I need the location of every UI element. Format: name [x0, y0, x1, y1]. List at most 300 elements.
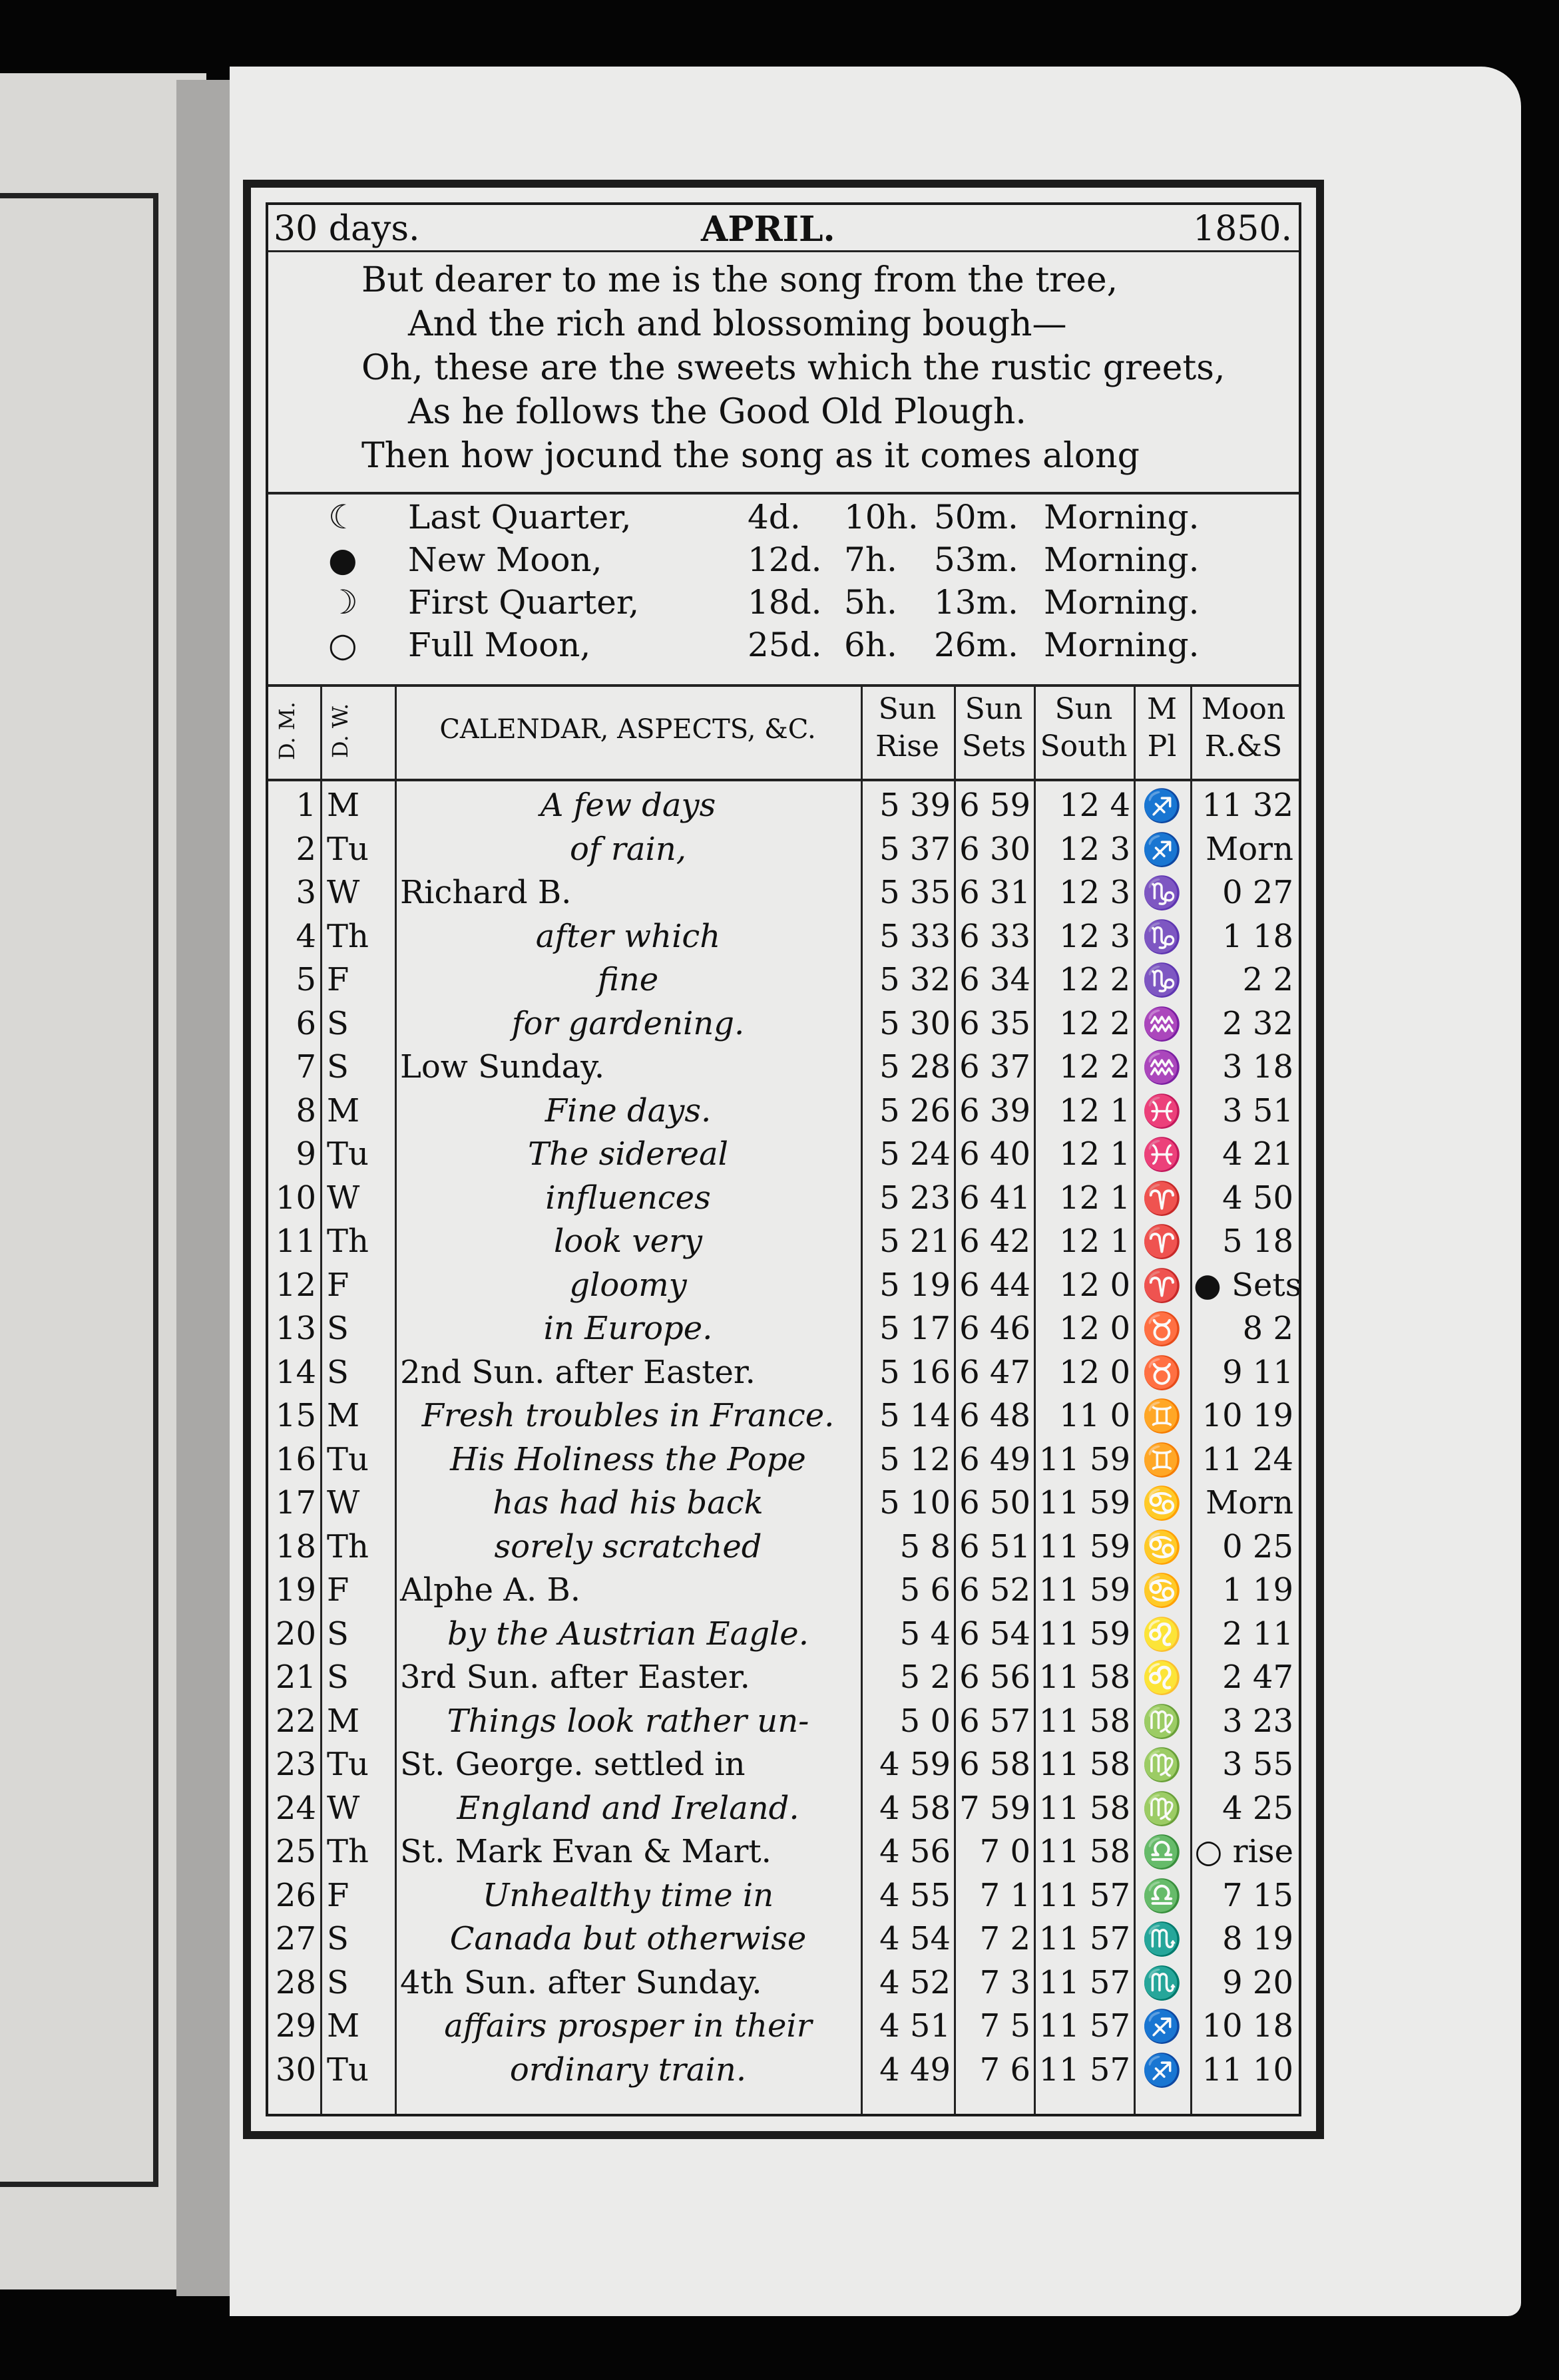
- sun-sets: 6 46: [959, 1310, 1030, 1347]
- moon-sign: ♉: [1142, 1310, 1182, 1348]
- day-of-month: 25: [275, 1833, 316, 1870]
- sun-sets: 6 44: [959, 1266, 1030, 1304]
- day-of-week: W: [327, 1179, 360, 1217]
- sun-south: 11 58: [1038, 1702, 1130, 1740]
- moon-rise-set: 4 25: [1222, 1789, 1293, 1827]
- moon-rise-set: 5 18: [1222, 1223, 1293, 1260]
- moon-rise-set: 8 19: [1222, 1920, 1293, 1957]
- phase-day: 4d.: [748, 498, 801, 536]
- calendar-entry: Low Sunday.: [400, 1048, 605, 1086]
- table-row: [268, 958, 1299, 1002]
- moon-sign: ♈: [1142, 1179, 1182, 1217]
- calendar-entry: England and Ireland.: [457, 1789, 799, 1827]
- moon-sign: ♍: [1142, 1746, 1182, 1784]
- moon-rise-set: 2 47: [1222, 1659, 1293, 1696]
- moon-sign: ♍: [1142, 1790, 1182, 1828]
- sun-rise: 5 17: [879, 1310, 951, 1347]
- sun-rise: 4 58: [879, 1789, 951, 1827]
- moon-sign: ♋: [1142, 1572, 1182, 1609]
- sun-rise: 4 49: [879, 2051, 951, 2088]
- day-of-month: 12: [275, 1266, 316, 1304]
- moon-rise-set: 10 18: [1202, 2007, 1293, 2045]
- moon-sign: ♏: [1142, 1921, 1182, 1958]
- phase-time: Morning.: [1044, 540, 1200, 579]
- phase-hour: 10h.: [844, 498, 919, 536]
- sun-sets: 6 54: [959, 1615, 1030, 1653]
- calendar-entry: fine: [597, 961, 659, 998]
- day-of-month: 22: [275, 1702, 316, 1740]
- sun-rise: 4 56: [879, 1833, 951, 1870]
- sun-rise: 5 16: [879, 1353, 951, 1391]
- sun-south: 12 1: [1059, 1223, 1130, 1260]
- sun-sets: 7 0: [979, 1833, 1030, 1870]
- table-row: [268, 1177, 1299, 1220]
- sun-rise: 4 59: [879, 1746, 951, 1783]
- day-of-week: W: [327, 1484, 360, 1521]
- sun-south: 11 59: [1038, 1440, 1130, 1478]
- table-row: [268, 1525, 1299, 1569]
- sun-rise: 5 32: [879, 961, 951, 998]
- sun-south: 11 59: [1038, 1484, 1130, 1521]
- day-of-week: S: [327, 1659, 349, 1696]
- calendar-entry: Fine days.: [545, 1091, 712, 1129]
- calendar-entry: affairs prosper in their: [444, 2007, 812, 2045]
- sun-sets: 7 3: [979, 1963, 1030, 2001]
- sun-south: 12 4: [1059, 787, 1130, 824]
- moon-sign: ♒: [1142, 1005, 1182, 1043]
- verse-line: Then how jocund the song as it comes along: [361, 436, 1140, 476]
- calendar-table: [268, 684, 1302, 2114]
- day-of-week: M: [327, 1091, 360, 1129]
- moon-rise-set: Morn: [1206, 830, 1293, 868]
- moon-rise-set: 3 55: [1222, 1746, 1293, 1783]
- sun-sets: 6 50: [959, 1484, 1030, 1521]
- phase-time: Morning.: [1044, 498, 1200, 536]
- moon-rise-set: ○ rise: [1194, 1833, 1293, 1870]
- day-of-week: S: [327, 1615, 349, 1653]
- sun-sets: 7 59: [959, 1789, 1030, 1827]
- sun-sets: 6 39: [959, 1091, 1030, 1129]
- table-row: [268, 1743, 1299, 1786]
- phase-day: 12d.: [748, 540, 822, 579]
- table-row: [268, 1264, 1302, 1307]
- sun-south: 12 3: [1059, 917, 1130, 955]
- sun-rise: 5 6: [899, 1571, 951, 1609]
- moon-sign: ♐: [1142, 787, 1182, 825]
- moon-sign: ♑: [1142, 962, 1182, 999]
- sun-sets: 6 42: [959, 1223, 1030, 1260]
- sun-south: 12 1: [1059, 1091, 1130, 1129]
- calendar-entry: Things look rather un-: [447, 1702, 809, 1740]
- sun-sets: 6 59: [959, 787, 1030, 824]
- moon-sign: ♐: [1142, 831, 1182, 869]
- book-gutter: [176, 80, 236, 2296]
- sun-rise: 4 55: [879, 1876, 951, 1914]
- day-of-week: S: [327, 1353, 349, 1391]
- sun-south: 12 0: [1059, 1310, 1130, 1347]
- sun-sets: 7 5: [979, 2007, 1030, 2045]
- moon-rise-set: 11 10: [1202, 2051, 1293, 2088]
- table-row: [268, 1961, 1299, 2005]
- day-of-month: 5: [296, 961, 316, 998]
- day-of-week: S: [327, 1963, 349, 2001]
- table-row: [268, 1700, 1299, 1743]
- sun-sets: 6 30: [959, 830, 1030, 868]
- moon-rise-set: 3 18: [1222, 1048, 1293, 1086]
- moon-phases: [268, 491, 1299, 687]
- moon-rise-set: 3 51: [1222, 1091, 1293, 1129]
- left-page: [0, 73, 206, 2289]
- new-moon-icon: ●: [328, 540, 357, 579]
- moon-sign: ♊: [1142, 1441, 1182, 1479]
- moon-sign: ♑: [1142, 918, 1182, 956]
- day-of-month: 4: [296, 917, 316, 955]
- day-of-month: 27: [275, 1920, 316, 1957]
- table-row: [268, 871, 1299, 914]
- moon-rise-set: 10 19: [1202, 1397, 1293, 1434]
- phase-name: Last Quarter,: [408, 498, 632, 536]
- verse-line: But dearer to me is the song from the tree,: [361, 260, 1118, 300]
- calendar-entry: A few days: [540, 787, 716, 824]
- sun-south: 12 0: [1059, 1266, 1130, 1304]
- moon-sign: ♎: [1142, 1834, 1182, 1871]
- day-of-month: 10: [275, 1179, 316, 1217]
- day-of-month: 26: [275, 1876, 316, 1914]
- calendar-entry: for gardening.: [511, 1004, 745, 1042]
- month-title: APRIL.: [701, 209, 835, 250]
- table-row: [268, 1307, 1299, 1350]
- day-of-month: 18: [275, 1527, 316, 1565]
- table-row: [268, 1787, 1299, 1830]
- sun-south: 12 3: [1059, 874, 1130, 911]
- phase-min: 50m.: [934, 498, 1018, 536]
- sun-sets: 6 47: [959, 1353, 1030, 1391]
- sun-sets: 6 41: [959, 1179, 1030, 1217]
- moon-rise-set: 0 27: [1222, 874, 1293, 911]
- sun-rise: 5 30: [879, 1004, 951, 1042]
- moon-rise-set: 11 24: [1202, 1440, 1293, 1478]
- sun-south: 11 57: [1038, 1963, 1130, 2001]
- moon-sign: ♋: [1142, 1528, 1182, 1566]
- sun-rise: 5 23: [879, 1179, 951, 1217]
- sun-sets: 7 1: [979, 1876, 1030, 1914]
- sun-south: 11 58: [1038, 1746, 1130, 1783]
- sun-south: 12 2: [1059, 1004, 1130, 1042]
- calendar-entry: Alphe A. B.: [400, 1571, 581, 1609]
- moon-rise-set: 8 2: [1242, 1310, 1293, 1347]
- header-sun-sets: Sun Sets: [961, 692, 1026, 763]
- day-of-month: 17: [275, 1484, 316, 1521]
- verse-line: Oh, these are the sweets which the rustic greets,: [361, 348, 1225, 388]
- day-of-month: 3: [296, 874, 316, 911]
- sun-south: 11 57: [1038, 2007, 1130, 2045]
- phase-day: 25d.: [748, 626, 822, 664]
- sun-rise: 5 8: [899, 1527, 951, 1565]
- day-of-month: 2: [296, 830, 316, 868]
- day-of-month: 30: [275, 2051, 316, 2088]
- phase-min: 26m.: [934, 626, 1018, 664]
- day-of-month: 9: [296, 1135, 316, 1173]
- sun-sets: 6 58: [959, 1746, 1030, 1783]
- moon-rise-set: 1 19: [1222, 1571, 1293, 1609]
- day-of-month: 21: [275, 1659, 316, 1696]
- calendar-entry: 4th Sun. after Sunday.: [400, 1963, 762, 2001]
- day-of-week: F: [327, 1876, 349, 1914]
- table-row: [268, 1656, 1299, 1699]
- sun-sets: 6 40: [959, 1135, 1030, 1173]
- table-row: [268, 784, 1299, 827]
- phase-name: First Quarter,: [408, 583, 640, 622]
- table-row: [268, 1438, 1299, 1482]
- calendar-entry: St. Mark Evan & Mart.: [400, 1833, 772, 1870]
- day-of-week: S: [327, 1048, 349, 1086]
- sun-rise: 5 4: [899, 1615, 951, 1653]
- moon-sign: ♉: [1142, 1354, 1182, 1392]
- phase-min: 13m.: [934, 583, 1018, 622]
- phase-row: [268, 626, 1299, 668]
- moon-sign: ♈: [1142, 1267, 1182, 1304]
- table-row: [268, 1569, 1299, 1612]
- sun-south: 12 1: [1059, 1179, 1130, 1217]
- table-row: [268, 828, 1299, 871]
- moon-sign: ♎: [1142, 1877, 1182, 1915]
- table-row: [268, 1090, 1299, 1133]
- sun-south: 11 58: [1038, 1659, 1130, 1696]
- moon-sign: ♌: [1142, 1659, 1182, 1696]
- moon-sign: ♒: [1142, 1049, 1182, 1086]
- sun-sets: 7 2: [979, 1920, 1030, 1957]
- table-row: [268, 1482, 1299, 1525]
- calendar-entry: of rain,: [569, 830, 686, 868]
- table-row: [268, 2005, 1299, 2048]
- table-row: [268, 1830, 1299, 1874]
- day-of-week: M: [327, 1702, 360, 1740]
- day-of-month: 15: [275, 1397, 316, 1434]
- day-of-month: 11: [275, 1223, 316, 1260]
- sun-rise: 5 28: [879, 1048, 951, 1086]
- calendar-inner-border: [266, 202, 1301, 2116]
- calendar-entry: influences: [545, 1179, 711, 1217]
- sun-south: 11 57: [1038, 2051, 1130, 2088]
- moon-sign: ♏: [1142, 1964, 1182, 2002]
- sun-sets: 6 33: [959, 917, 1030, 955]
- table-row: [268, 1874, 1299, 1917]
- phase-row: [268, 583, 1299, 626]
- phase-name: Full Moon,: [408, 626, 591, 664]
- sun-rise: 4 51: [879, 2007, 951, 2045]
- last-quarter-icon: ☾: [328, 498, 358, 536]
- table-row: [268, 1046, 1299, 1089]
- moon-rise-set: Morn: [1206, 1484, 1293, 1521]
- moon-rise-set: 9 20: [1222, 1963, 1293, 2001]
- sun-rise: 5 24: [879, 1135, 951, 1173]
- header-day-month: D. M.: [274, 701, 300, 760]
- year: 1850.: [1193, 209, 1292, 249]
- moon-sign: ♐: [1142, 2008, 1182, 2045]
- day-of-week: F: [327, 961, 349, 998]
- table-row: [268, 1351, 1299, 1394]
- sun-south: 11 59: [1038, 1615, 1130, 1653]
- moon-sign: ♓: [1142, 1092, 1182, 1130]
- moon-rise-set: 3 23: [1222, 1702, 1293, 1740]
- calendar-entry: Canada but otherwise: [449, 1920, 807, 1957]
- sun-south: 12 0: [1059, 1353, 1130, 1391]
- moon-sign: ♍: [1142, 1702, 1182, 1740]
- sun-rise: 5 39: [879, 787, 951, 824]
- day-of-week: W: [327, 874, 360, 911]
- sun-rise: 5 26: [879, 1091, 951, 1129]
- calendar-entry: look very: [553, 1223, 703, 1260]
- verse-line: As he follows the Good Old Plough.: [408, 392, 1026, 432]
- page-header: [268, 205, 1299, 250]
- day-of-week: S: [327, 1004, 349, 1042]
- table-row: [268, 1002, 1299, 1046]
- moon-sign: ♑: [1142, 875, 1182, 912]
- table-row: [268, 2049, 1299, 2092]
- day-of-week: Tu: [327, 1746, 369, 1783]
- header-calendar: CALENDAR, ASPECTS, &C.: [439, 714, 816, 745]
- sun-rise: 5 19: [879, 1266, 951, 1304]
- calendar-entry: Unhealthy time in: [482, 1876, 774, 1914]
- sun-rise: 5 37: [879, 830, 951, 868]
- days-count: 30 days.: [274, 209, 420, 249]
- day-of-week: M: [327, 787, 360, 824]
- left-page-frame: [0, 193, 158, 2187]
- day-of-week: Th: [327, 1223, 369, 1260]
- moon-sign: ♈: [1142, 1223, 1182, 1261]
- moon-rise-set: 2 32: [1222, 1004, 1293, 1042]
- day-of-week: W: [327, 1789, 360, 1827]
- phase-row: [268, 540, 1299, 583]
- sun-south: 12 2: [1059, 961, 1130, 998]
- sun-south: 12 3: [1059, 830, 1130, 868]
- sun-rise: 5 33: [879, 917, 951, 955]
- moon-rise-set: 1 18: [1222, 917, 1293, 955]
- table-row: [268, 1394, 1299, 1438]
- day-of-week: Th: [327, 917, 369, 955]
- day-of-week: Tu: [327, 1440, 369, 1478]
- header-moon-place: M Pl: [1146, 692, 1178, 763]
- calendar-entry: St. George. settled in: [400, 1746, 746, 1783]
- day-of-week: Th: [327, 1527, 369, 1565]
- moon-rise-set: 2 2: [1242, 961, 1293, 998]
- sun-sets: 6 31: [959, 874, 1030, 911]
- day-of-month: 24: [275, 1789, 316, 1827]
- table-row: [268, 915, 1299, 958]
- moon-rise-set: 2 11: [1222, 1615, 1293, 1653]
- moon-rise-set: 0 25: [1222, 1527, 1293, 1565]
- day-of-month: 8: [296, 1091, 316, 1129]
- day-of-month: 16: [275, 1440, 316, 1478]
- sun-rise: 5 14: [879, 1397, 951, 1434]
- sun-south: 11 0: [1059, 1397, 1130, 1434]
- sun-sets: 6 52: [959, 1571, 1030, 1609]
- day-of-month: 1: [296, 787, 316, 824]
- day-of-week: M: [327, 1397, 360, 1434]
- header-moon-rise-set: Moon R.&S: [1201, 692, 1286, 763]
- calendar-entry: 2nd Sun. after Easter.: [400, 1353, 756, 1391]
- sun-sets: 6 35: [959, 1004, 1030, 1042]
- sun-rise: 5 0: [899, 1702, 951, 1740]
- sun-south: 11 57: [1038, 1920, 1130, 1957]
- moon-sign: ♊: [1142, 1398, 1182, 1435]
- day-of-month: 6: [296, 1004, 316, 1042]
- sun-sets: 6 57: [959, 1702, 1030, 1740]
- moon-rise-set: 4 21: [1222, 1135, 1293, 1173]
- calendar-entry: by the Austrian Eagle.: [447, 1615, 809, 1653]
- moon-rise-set: 7 15: [1222, 1876, 1293, 1914]
- calendar-entry: His Holiness the Pope: [450, 1440, 806, 1478]
- phase-min: 53m.: [934, 540, 1018, 579]
- sun-sets: 6 49: [959, 1440, 1030, 1478]
- sun-sets: 6 34: [959, 961, 1030, 998]
- phase-name: New Moon,: [408, 540, 602, 579]
- moon-sign: ♌: [1142, 1615, 1182, 1653]
- calendar-entry: ordinary train.: [509, 2051, 747, 2088]
- day-of-week: F: [327, 1571, 349, 1609]
- header-rule: [268, 779, 1299, 781]
- sun-south: 11 58: [1038, 1833, 1130, 1870]
- calendar-entry: gloomy: [569, 1266, 687, 1304]
- day-of-month: 29: [275, 2007, 316, 2045]
- sun-sets: 6 37: [959, 1048, 1030, 1086]
- day-of-month: 7: [296, 1048, 316, 1086]
- sun-rise: 5 12: [879, 1440, 951, 1478]
- calendar-entry: The sidereal: [527, 1135, 729, 1173]
- sun-south: 11 58: [1038, 1789, 1130, 1827]
- full-moon-icon: ○: [328, 626, 357, 664]
- day-of-week: Tu: [327, 2051, 369, 2088]
- phase-row: [268, 498, 1299, 540]
- calendar-entry: has had his back: [493, 1484, 764, 1521]
- sun-sets: 6 48: [959, 1397, 1030, 1434]
- moon-sign: ♓: [1142, 1136, 1182, 1173]
- calendar-frame: [243, 180, 1324, 2139]
- day-of-week: S: [327, 1310, 349, 1347]
- moon-sign: ♋: [1142, 1485, 1182, 1522]
- header-sun-south: Sun South: [1040, 692, 1128, 763]
- first-quarter-icon: ☽: [328, 583, 358, 622]
- day-of-week: Tu: [327, 1135, 369, 1173]
- phase-time: Morning.: [1044, 626, 1200, 664]
- verse-block: [268, 250, 1299, 495]
- calendar-entry: in Europe.: [543, 1310, 713, 1347]
- day-of-month: 19: [275, 1571, 316, 1609]
- moon-rise-set: 4 50: [1222, 1179, 1293, 1217]
- table-row: [268, 1133, 1299, 1176]
- sun-sets: 6 56: [959, 1659, 1030, 1696]
- day-of-month: 14: [275, 1353, 316, 1391]
- phase-hour: 7h.: [844, 540, 897, 579]
- day-of-week: M: [327, 2007, 360, 2045]
- table-row: [268, 1613, 1299, 1656]
- day-of-month: 28: [275, 1963, 316, 2001]
- sun-south: 11 59: [1038, 1527, 1130, 1565]
- sun-rise: 5 35: [879, 874, 951, 911]
- phase-hour: 5h.: [844, 583, 897, 622]
- day-of-week: Tu: [327, 830, 369, 868]
- header-day-week: D. W.: [328, 703, 353, 759]
- calendar-entry: sorely scratched: [494, 1527, 762, 1565]
- calendar-entry: Fresh troubles in France.: [421, 1397, 835, 1434]
- calendar-entry: Richard B.: [400, 874, 572, 911]
- day-of-week: F: [327, 1266, 349, 1304]
- sun-rise: 4 52: [879, 1963, 951, 2001]
- sun-sets: 7 6: [979, 2051, 1030, 2088]
- sun-rise: 5 21: [879, 1223, 951, 1260]
- sun-south: 12 1: [1059, 1135, 1130, 1173]
- sun-rise: 5 10: [879, 1484, 951, 1521]
